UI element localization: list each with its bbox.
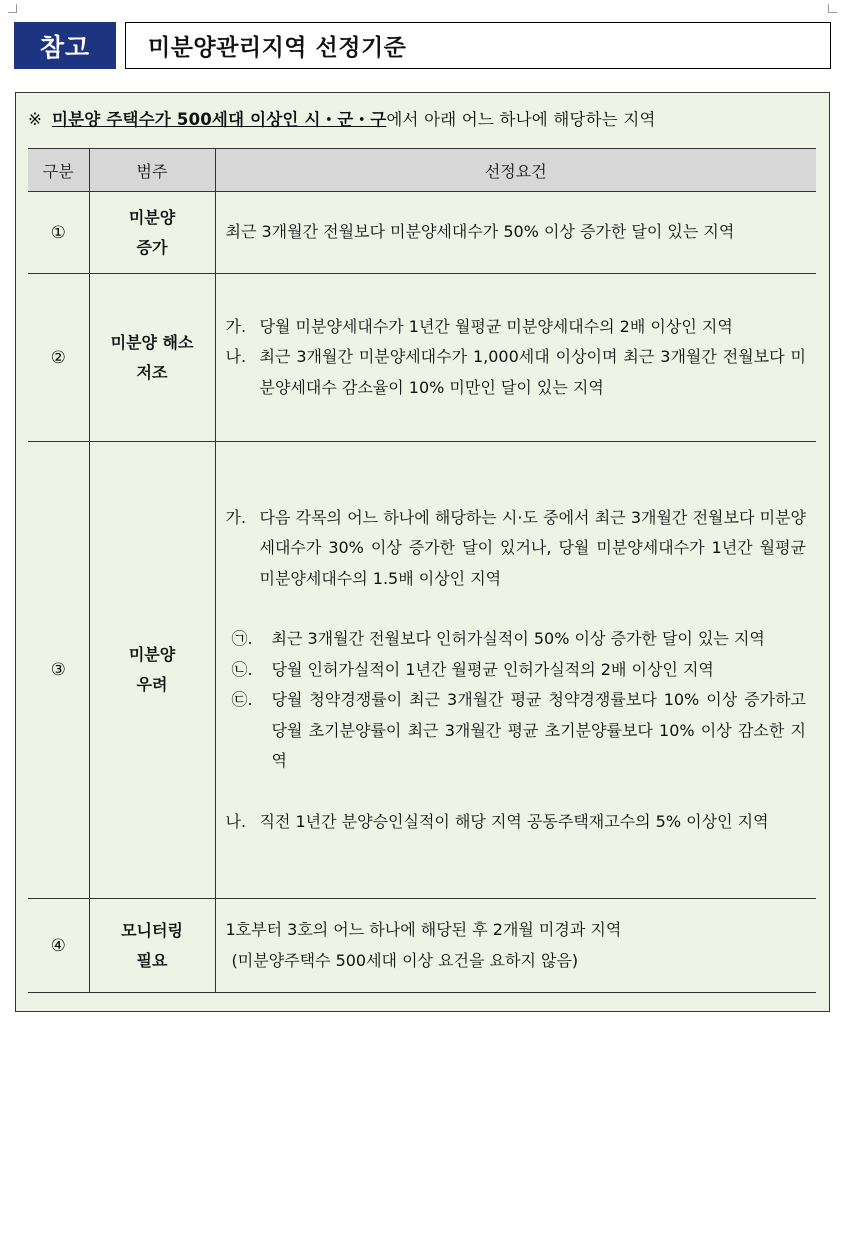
list-item xyxy=(226,503,807,595)
row-number: ③ xyxy=(50,660,66,680)
table-row xyxy=(28,192,816,274)
sub-item-text: 당월 청약경쟁률이 최근 3개월간 평균 청약경쟁률보다 10% 이상 증가하고 당월 초기분양률이 최근 3개월간 평균 초기분양률보다 10% 이상 감소한 지역 xyxy=(271,690,806,771)
header-cell-category: 범주 xyxy=(89,149,215,192)
sub-item xyxy=(232,685,807,777)
sub-item-text: 당월 인허가실적이 1년간 월평균 인허가실적의 2배 이상인 지역 xyxy=(271,659,714,679)
reference-badge xyxy=(14,22,116,69)
note-mark: ※ xyxy=(28,110,43,129)
category-label: 모니터링 필요 xyxy=(121,920,183,970)
page-corner-mark-right xyxy=(828,4,837,13)
item-text: 다음 각목의 어느 하나에 해당하는 시·도 중에서 최근 3개월간 전월보다 미분양세대수가 30% 이상 증가한 달이 있거나, 당월 미분양세대수가 1년간 월평균 미분양세대수의 1.5배 이상인 지역 xyxy=(259,507,806,588)
list-item xyxy=(226,342,807,403)
header-cell-requirements: 선정요건 xyxy=(215,149,816,192)
intro-sentence xyxy=(28,106,828,130)
category-label: 미분양 해소 저조 xyxy=(110,332,194,382)
row-number-cell xyxy=(28,274,89,442)
row-number-cell xyxy=(28,899,89,993)
category-cell xyxy=(89,192,215,274)
criteria-table xyxy=(28,148,816,993)
requirement-cell xyxy=(215,192,816,274)
category-label: 미분양 증가 xyxy=(128,207,176,257)
row-number-cell xyxy=(28,192,89,274)
requirement-text: 최근 3개월간 전월보다 미분양세대수가 50% 이상 증가한 달이 있는 지역 xyxy=(225,222,735,242)
requirement-line: 1호부터 3호의 어느 하나에 해당된 후 2개월 미경과 지역 xyxy=(225,920,622,939)
category-label: 미분양 우려 xyxy=(128,645,176,694)
item-label: 나. xyxy=(225,811,247,831)
row-number: ④ xyxy=(50,935,66,956)
sub-item-label: ㉠. xyxy=(231,629,253,649)
list-item xyxy=(226,312,807,343)
item-label: 가. xyxy=(225,507,247,527)
table-row xyxy=(28,899,816,993)
row-number: ② xyxy=(50,347,66,368)
item-text: 최근 3개월간 미분양세대수가 1,000세대 이상이며 최근 3개월간 전월보다 미분양세대수 감소율이 10% 미만인 달이 있는 지역 xyxy=(259,347,806,397)
intro-underlined-condition: 미분양 주택수가 500세대 이상인 시・군・구 xyxy=(52,110,387,129)
requirement-note: (미분양주택수 500세대 이상 요건을 요하지 않음) xyxy=(231,950,579,970)
list-item xyxy=(226,807,807,838)
item-label: 나. xyxy=(225,347,247,367)
sub-item xyxy=(232,624,807,655)
row-number-cell xyxy=(28,442,89,899)
page-title: 미분양관리지역 선정기준 xyxy=(148,35,407,61)
row-number: ① xyxy=(50,222,66,243)
table-row xyxy=(28,274,816,442)
category-cell xyxy=(89,899,215,993)
category-cell xyxy=(89,274,215,442)
spacer xyxy=(226,777,807,807)
sub-item xyxy=(232,655,807,686)
sub-item-label: ㉡. xyxy=(231,659,253,679)
table-header-row xyxy=(28,149,816,192)
title-box xyxy=(125,22,831,69)
page-corner-mark-left xyxy=(8,4,17,13)
table-row xyxy=(28,442,816,899)
item-text: 당월 미분양세대수가 1년간 월평균 미분양세대수의 2배 이상인 지역 xyxy=(259,316,733,336)
sub-item-text: 최근 3개월간 전월보다 인허가실적이 50% 이상 증가한 달이 있는 지역 xyxy=(271,629,765,649)
requirement-cell xyxy=(215,274,816,442)
category-cell xyxy=(89,442,215,899)
item-label: 가. xyxy=(225,316,247,336)
spacer xyxy=(226,594,807,624)
item-text: 직전 1년간 분양승인실적이 해당 지역 공동주택재고수의 5% 이상인 지역 xyxy=(259,811,769,831)
header-cell-division: 구분 xyxy=(28,149,89,192)
requirement-cell xyxy=(215,442,816,899)
requirement-cell xyxy=(215,899,816,993)
sub-item-label: ㉢. xyxy=(231,690,253,710)
intro-rest: 에서 아래 어느 하나에 해당하는 지역 xyxy=(386,110,656,129)
reference-badge-label: 참고 xyxy=(39,32,91,62)
